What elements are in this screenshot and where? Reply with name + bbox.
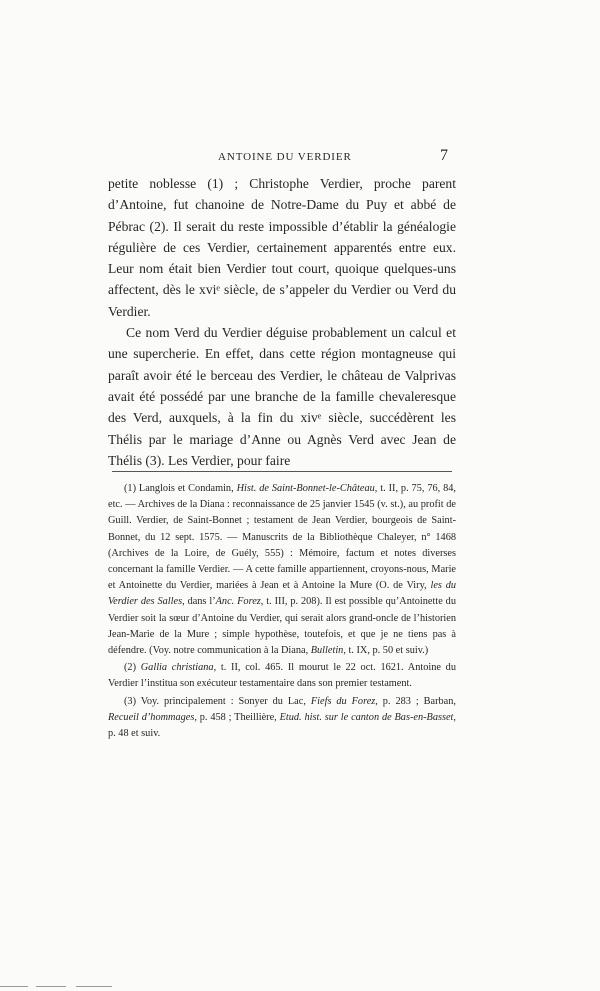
running-title: ANTOINE DU VERDIER xyxy=(218,151,352,163)
scan-edge-mark xyxy=(0,986,28,987)
scan-edge-mark xyxy=(36,986,66,987)
paragraph: Ce nom Verd du Verdier déguise probablement un calcul et une supercherie. En effet, dans cette région montagneuse qui paraît avoir été le berceau des Verdier, le château de Valprivas avait été possédé par une branche de la famille chevaleresque des Verd, auxquels, à la fin du xivᵉ siècle, succédèrent les Thélis par le mariage d’Anne ou Agnès Verd avec Jean de Thélis (3). Les Verdier, pour faire xyxy=(108,325,456,468)
page-number: 7 xyxy=(440,147,448,164)
paragraph: petite noblesse (1) ; Christophe Verdier, proche parent d’Antoine, fut chanoine de Notre-Dame du Puy et abbé de Pébrac (2). Il serait du reste impossible d’établir la généalogie régulière de ces Verdier, certainement apparentés entre eux. Leur nom était bien Verdier tout court, quoique quelques-uns affectent, dès le xviᵉ siècle, de s’appeler du Verdier ou Verd du Verdier. xyxy=(108,176,456,319)
body-text xyxy=(108,173,456,471)
footnote-3: (3) Voy. principalement : Sonyer du Lac, Fiefs du Forez, p. 283 ; Barban, Recueil d’hommages, p. 458 ; Theillière, Etud. hist. sur le canton de Bas-en-Basset, p. 48 et suiv. xyxy=(108,695,456,740)
footnote-2: (2) Gallia christiana, t. II, col. 465. Il mourut le 22 oct. 1621. Antoine du Verdier l’institua son exécuteur testamentaire dans son premier testament. xyxy=(108,662,456,690)
running-header xyxy=(0,147,600,169)
footnotes xyxy=(108,481,456,743)
footnote-divider xyxy=(112,471,452,472)
scan-edge-mark xyxy=(76,986,112,987)
footnote-1: (1) Langlois et Condamin, Hist. de Saint-Bonnet-le-Château, t. II, p. 75, 76, 84, etc. — Archives de la Diana : reconnaissance de 25 janvier 1545 (v. st.), au profit de Guill. Verdier, de Saint-Bonnet ; testament de Jean Verdier, bourgeois de Saint-Bonnet, du 12 sept. 1575. — Manuscrits de la Bibliothèque Chaleyer, n° 1468 (Archives de la Loire, de Guély, 555) : Mémoire, factum et notes diverses concernant la famille Verdier. — A cette famille appartiennent, croyons-nous, Marie et Antoinette du Verdier, mariées à Jean et à Antoine la Mure (O. de Viry, les du Verdier des Salles, dans l’Anc. Forez, t. III, p. 208). Il est possible qu’Antoinette du Verdier soit la sœur d’Antoine du Verdier, qui serait alors grand-oncle de l’historien Jean-Marie de la Mure ; simple hypothèse, toutefois, et que je ne tiens pas à défendre. (Voy. notre communication à la Diana, Bulletin, t. IX, p. 50 et suiv.) xyxy=(108,483,457,657)
